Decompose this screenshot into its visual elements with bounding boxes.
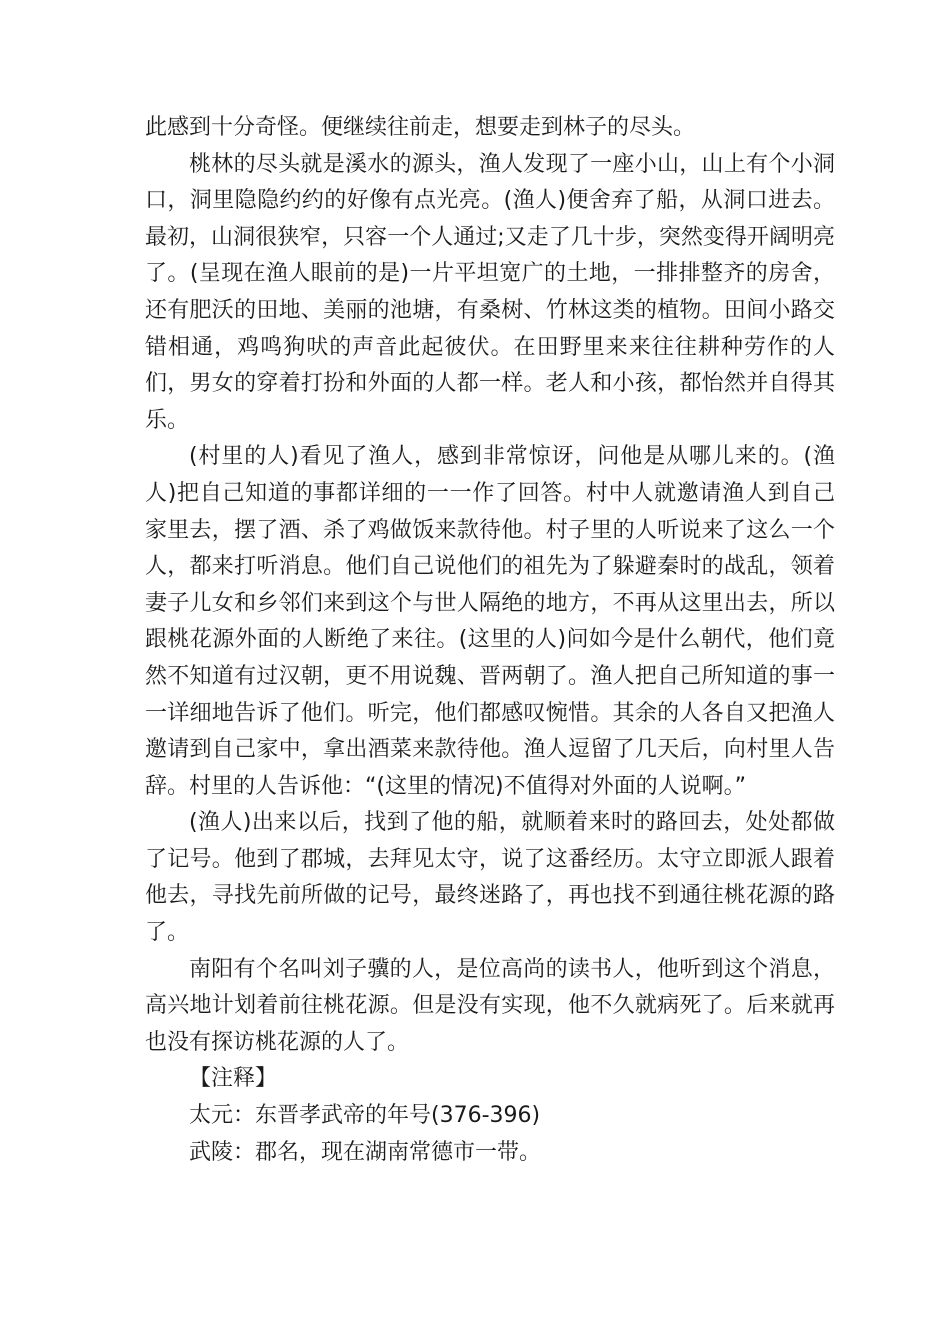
paragraph: (渔人)出来以后，找到了他的船，就顺着来时的路回去，处处都做了记号。他到了郡城，去拜见太守，说了这番经历。太守立即派人跟着他去，寻找先前所做的记号，最终迷路了，再也找不到通往桃花源的路了。: [145, 810, 835, 946]
paragraph: 南阳有个名叫刘子骥的人，是位高尚的读书人，他听到这个消息，高兴地计划着前往桃花源。但是没有实现，他不久就病死了。后来就再也没有探访桃花源的人了。: [145, 956, 835, 1055]
document-body: [145, 110, 835, 1171]
note-item: 武陵：郡名，现在湖南常德市一带。: [189, 1139, 542, 1165]
note-item: 太元：东晋孝武帝的年号(376-396): [189, 1103, 541, 1129]
paragraph: (村里的人)看见了渔人，感到非常惊讶，问他是从哪儿来的。(渔人)把自己知道的事都详细的一一作了回答。村中人就邀请渔人到自己家里去，摆了酒、杀了鸡做饭来款待他。村子里的人听说来了这么一个人，都来打听消息。他们自己说他们的祖先为了躲避秦时的战乱，领着妻子儿女和乡邻们来到这个与世人隔绝的地方，不再从这里出去，所以跟桃花源外面的人断绝了来往。(这里的人)问如今是什么朝代，他们竟然不知道有过汉朝，更不用说魏、晋两朝了。渔人把自己所知道的事一一详细地告诉了他们。听完，他们都感叹惋惜。其余的人各自又把渔人邀请到自己家中，拿出酒菜来款待他。渔人逗留了几天后，向村里人告辞。村里的人告诉他：“(这里的情况)不值得对外面的人说啊。”: [145, 444, 835, 799]
paragraph: 桃林的尽头就是溪水的源头，渔人发现了一座小山，山上有个小洞口，洞里隐隐约约的好像有点光亮。(渔人)便舍弃了船，从洞口进去。最初，山洞很狭窄，只容一个人通过;又走了几十步，突然变得开阔明亮了。(呈现在渔人眼前的是)一片平坦宽广的土地，一排排整齐的房舍，还有肥沃的田地、美丽的池塘，有桑树、竹林这类的植物。田间小路交错相通，鸡鸣狗吠的声音此起彼伏。在田野里来来往往耕种劳作的人们，男女的穿着打扮和外面的人都一样。老人和小孩，都怡然并自得其乐。: [145, 151, 835, 433]
notes-heading: 【注释】: [189, 1066, 278, 1092]
paragraph-continuation: 此感到十分奇怪。便继续往前走，想要走到林子的尽头。: [145, 115, 696, 140]
